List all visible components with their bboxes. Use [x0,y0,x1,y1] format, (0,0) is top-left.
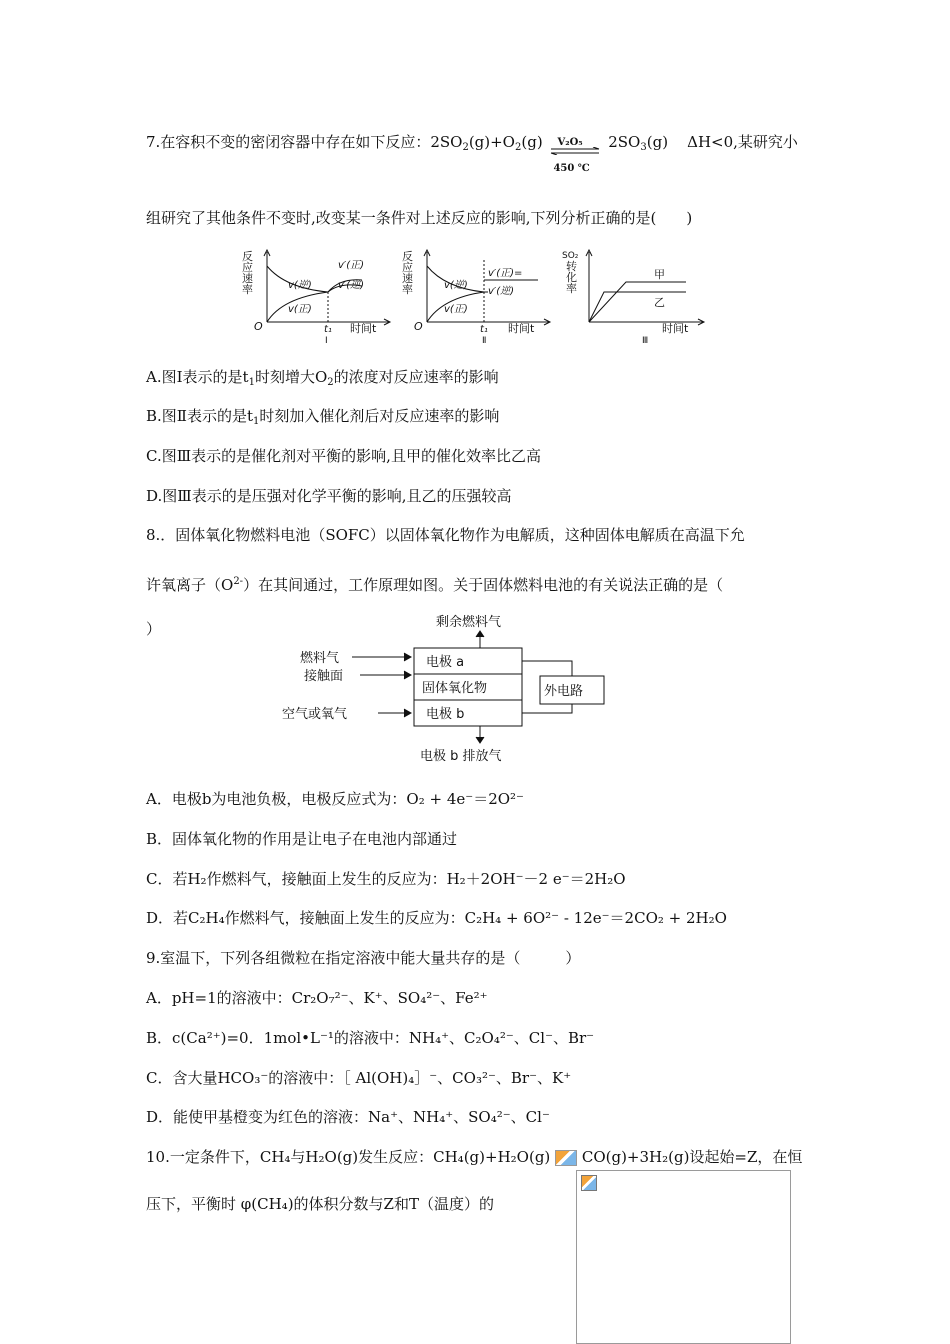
svg-text:外电路: 外电路 [544,684,584,699]
q10-line1: 10.一定条件下，CH₄与H₂O(g)发生反应：CH₄(g)+H₂O(g) CO(g)+3H₂(g)设起始=Z，在恒 [146,1148,803,1166]
svg-text:O: O [414,320,423,333]
svg-text:Ⅰ: Ⅰ [325,336,328,346]
q8-line1: 8.．固体氧化物燃料电池（SOFC）以固体氧化物作为电解质，这种固体电解质在高温下允 [146,526,745,544]
q9-option-b: B．c(Ca²⁺)=0．1mol•L⁻¹的溶液中：NH₄⁺、C₂O₄²⁻、Cl⁻、Br⁻ [146,1029,595,1047]
reversible-arrow-icon [547,147,603,155]
svg-text:v′(逆): v′(逆) [488,286,514,297]
svg-text:v(逆): v(逆) [444,280,468,291]
svg-text:t₁: t₁ [324,324,332,335]
svg-text:燃料气: 燃料气 [300,651,340,666]
svg-text:反: 反 [402,250,413,263]
svg-text:速: 速 [402,272,413,285]
svg-text:Ⅱ: Ⅱ [482,336,487,346]
q8-line3: ） [146,620,162,638]
q7-rate-graphs [240,246,710,346]
svg-text:反: 反 [242,250,253,263]
svg-text:v(正): v(正) [444,304,468,315]
graph-1 [242,250,390,346]
svg-text:空气或氧气: 空气或氧气 [282,707,348,722]
svg-text:v′(正): v′(正) [338,260,364,271]
q8-line2: 许氧离子$(O^{2-})$在其间通过，工作原理如图。关于固体燃料电池的有关说法正确的是（ [146,576,724,594]
svg-text:应: 应 [242,261,253,274]
svg-text:速: 速 [242,272,253,285]
q9-option-a: A．pH=1的溶液中：Cr₂O₇²⁻、K⁺、SO₄²⁻、Fe²⁺ [146,989,488,1007]
broken-equilibrium-arrow-icon [555,1150,577,1166]
svg-text:t₁: t₁ [480,324,488,335]
svg-text:电极 b: 电极 b [426,707,465,722]
svg-text:电极 a: 电极 a [426,655,465,670]
svg-text:率: 率 [242,283,253,296]
svg-text:转: 转 [566,260,577,273]
svg-text:v′(正)=: v′(正)= [488,268,523,279]
svg-text:剩余燃料气: 剩余燃料气 [436,615,502,630]
graph-2 [402,250,550,346]
svg-text:时间t: 时间t [350,322,377,335]
graph-3 [562,250,704,346]
svg-text:时间t: 时间t [508,322,535,335]
catalyst-arrow [547,133,603,174]
q7-line1: 7.在容积不变的密闭容器中存在如下反应：$2SO_2(g)+O_2(g)$ V₂O₅ 450 ℃ $2SO_3(g)$ ΔH<0,某研究小 [146,132,798,158]
svg-text:率: 率 [402,283,413,296]
svg-text:甲: 甲 [654,268,665,281]
q8-option-d: D．若C₂H₄作燃料气，接触面上发生的反应为：C₂H₄ + 6O²⁻ - 12e⁻＝2CO₂ + 2H₂O [146,909,727,927]
svg-text:O: O [254,320,263,333]
q7-option-c: C.图Ⅲ表示的是催化剂对平衡的影响,且甲的催化效率比乙高 [146,447,541,465]
svg-text:化: 化 [566,271,577,284]
broken-image-placeholder [576,1170,791,1344]
svg-text:电极 b 排放气: 电极 b 排放气 [420,749,502,764]
svg-text:率: 率 [566,282,577,295]
q9-stem: 9.室温下，下列各组微粒在指定溶液中能大量共存的是（ ） [146,949,581,967]
temperature-label: 450 ℃ [553,163,590,174]
q7-option-a: A.图Ⅰ表示的是$t_1$时刻增大$O_2$的浓度对反应速率的影响 [146,368,499,388]
svg-text:乙: 乙 [654,296,665,309]
q7-line2: 组研究了其他条件不变时,改变某一条件对上述反应的影响,下列分析正确的是( ) [146,209,693,227]
broken-image-icon [581,1175,597,1191]
q8-option-c: C．若H₂作燃料气，接触面上发生的反应为：H₂＋2OH⁻－2 e⁻＝2H₂O [146,870,626,888]
q9-option-d: D．能使甲基橙变为红色的溶液：Na⁺、NH₄⁺、SO₄²⁻、Cl⁻ [146,1108,550,1126]
q7-option-b: B.图Ⅱ表示的是$t_1$时刻加入催化剂后对反应速率的影响 [146,407,500,427]
svg-text:应: 应 [402,261,413,274]
q8-option-b: B．固体氧化物的作用是让电子在电池内部通过 [146,830,458,848]
svg-text:Ⅲ: Ⅲ [642,336,649,346]
q9-option-c: C．含大量HCO₃⁻的溶液中：［ Al(OH)₄］⁻、CO₃²⁻、Br⁻、K⁺ [146,1069,572,1087]
q7-option-d: D.图Ⅲ表示的是压强对化学平衡的影响,且乙的压强较高 [146,487,512,505]
catalyst-label: V₂O₅ [557,137,583,148]
svg-text:接触面: 接触面 [304,669,344,684]
svg-text:v(逆): v(逆) [288,280,312,291]
svg-text:时间t: 时间t [662,322,689,335]
svg-text:固体氧化物: 固体氧化物 [422,681,488,696]
svg-text:SO₂: SO₂ [562,251,579,261]
q8-option-a: A．电极b为电池负极，电极反应式为：O₂ + 4e⁻＝2O²⁻ [146,790,524,808]
svg-text:v(正): v(正) [288,304,312,315]
q10-line2: 压下，平衡时 φ(CH₄)的体积分数与Z和T（温度）的 [146,1195,494,1213]
svg-text:v′(逆): v′(逆) [338,280,364,291]
sofc-diagram [280,612,610,766]
